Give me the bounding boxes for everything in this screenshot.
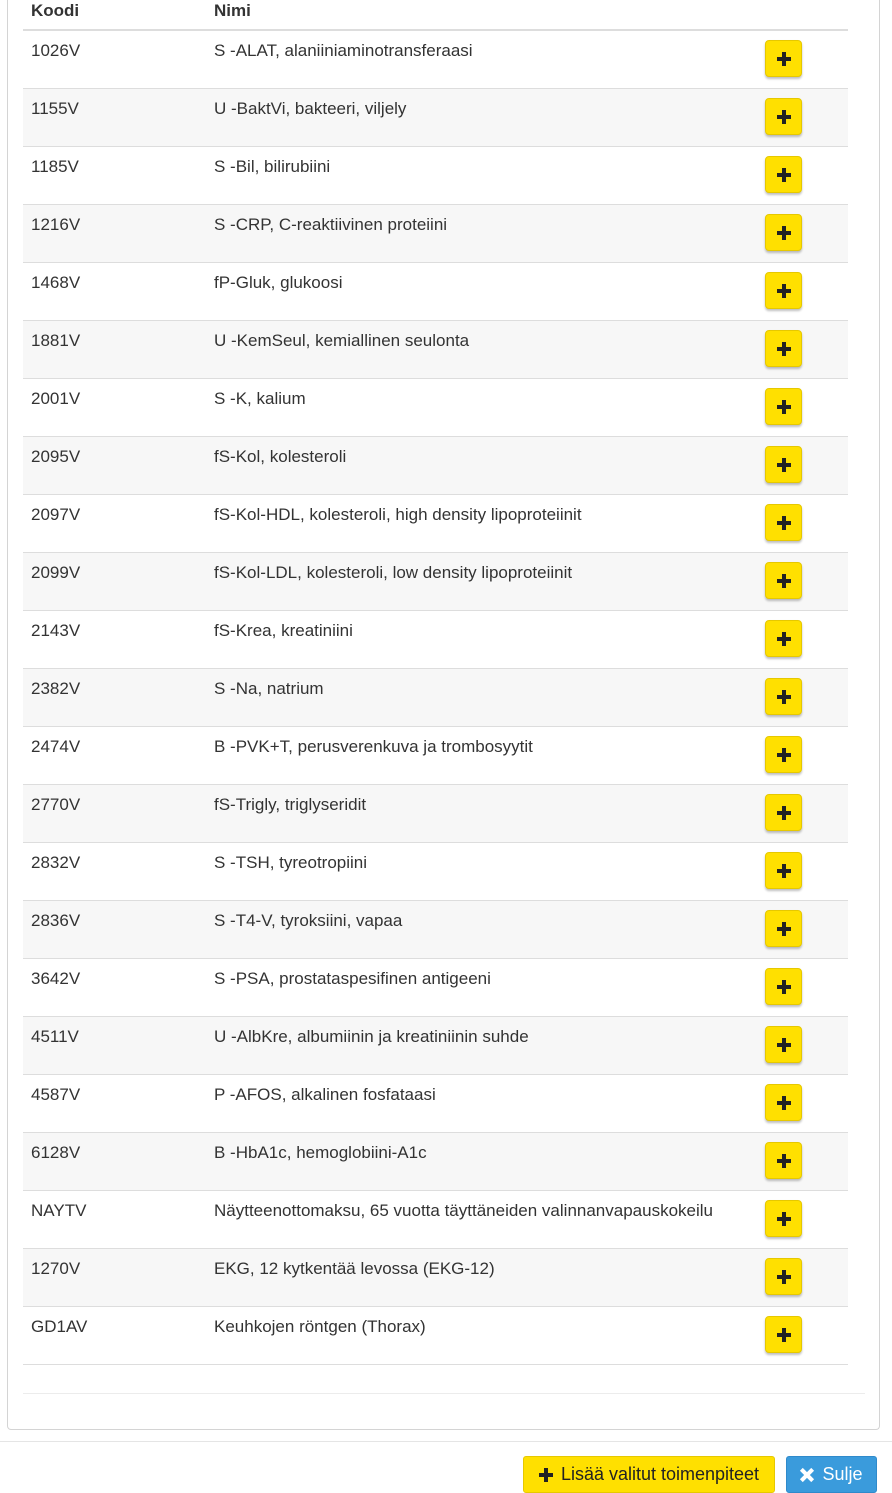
add-procedure-button[interactable] [765,1142,802,1179]
plus-icon [777,632,791,646]
add-procedure-button[interactable] [765,214,802,251]
procedure-name: S -PSA, prostataspesifinen antigeeni [214,969,491,988]
table-row [23,147,848,205]
plus-icon [777,922,791,936]
procedure-name: S -ALAT, alaniiniaminotransferaasi [214,41,473,60]
procedure-code: 1468V [31,273,81,292]
procedure-code: 2382V [31,679,81,698]
add-procedure-button[interactable] [765,678,802,715]
plus-icon [777,980,791,994]
add-selected-procedures-button[interactable] [523,1456,775,1493]
procedure-name: S -CRP, C-reaktiivinen proteiini [214,215,448,234]
add-procedure-button[interactable] [765,1026,802,1063]
procedure-code: 1185V [31,157,79,176]
add-procedure-button[interactable] [765,794,802,831]
plus-icon [777,110,791,124]
procedure-code: 4511V [31,1027,79,1046]
procedure-name: fS-Trigly, triglyseridit [214,795,367,814]
procedure-code: 1270V [31,1259,81,1278]
table-row [23,263,848,321]
procedure-name: fS-Kol, kolesteroli [214,447,347,466]
procedure-code: 2095V [31,447,81,466]
panel-divider [23,1393,865,1394]
procedure-name: S -T4-V, tyroksiini, vapaa [214,911,403,930]
plus-icon [777,1270,791,1284]
procedure-code: 2097V [31,505,81,524]
add-procedure-button[interactable] [765,1316,802,1353]
add-procedure-button[interactable] [765,968,802,1005]
procedure-code: 1026V [31,41,81,60]
procedure-name: Keuhkojen röntgen (Thorax) [214,1317,426,1336]
column-header-code: Koodi [31,1,80,20]
procedure-code: 2001V [31,389,81,408]
table-row [23,1191,848,1249]
add-procedure-button[interactable] [765,388,802,425]
procedure-name: EKG, 12 kytkentää levossa (EKG-12) [214,1259,495,1278]
table-row [23,1307,848,1365]
procedure-code: 3642V [31,969,81,988]
table-header [23,0,848,31]
plus-icon [777,1038,791,1052]
procedure-code: NAYTV [31,1201,87,1220]
add-procedure-button[interactable] [765,736,802,773]
procedure-name: fS-Kol-HDL, kolesteroli, high density lipoproteiinit [214,505,582,524]
procedure-name: fS-Krea, kreatiniini [214,621,353,640]
procedure-name: U -BaktVi, bakteeri, viljely [214,99,407,118]
procedure-name: fS-Kol-LDL, kolesteroli, low density lipoproteiinit [214,563,573,582]
add-procedure-button[interactable] [765,40,802,77]
procedure-code: 2474V [31,737,81,756]
procedure-name: fP-Gluk, glukoosi [214,273,343,292]
procedure-name: Näytteenottomaksu, 65 vuotta täyttäneiden valinnanvapauskokeilu [214,1201,713,1220]
table-row [23,611,848,669]
plus-icon [777,52,791,66]
procedure-name: S -K, kalium [214,389,306,408]
plus-icon [777,1154,791,1168]
table-row [23,321,848,379]
table-row [23,727,848,785]
add-procedure-button[interactable] [765,562,802,599]
add-selected-procedures-label: Lisää valitut toimenpiteet [560,1464,760,1484]
table-row [23,1075,848,1133]
procedure-name: U -KemSeul, kemiallinen seulonta [214,331,470,350]
procedure-name: S -Na, natrium [214,679,324,698]
procedure-code: 1216V [31,215,81,234]
procedure-name: U -AlbKre, albumiinin ja kreatiniinin suhde [214,1027,529,1046]
plus-icon [777,806,791,820]
add-procedure-button[interactable] [765,1258,802,1295]
table-row [23,843,848,901]
plus-icon [777,400,791,414]
add-procedure-button[interactable] [765,620,802,657]
procedure-code: 4587V [31,1085,81,1104]
procedure-code: 2832V [31,853,81,872]
procedure-name: S -Bil, bilirubiini [214,157,331,176]
close-icon [800,1468,814,1482]
plus-icon [777,284,791,298]
plus-icon [777,1328,791,1342]
close-label: Sulje [822,1464,863,1484]
table-row [23,495,848,553]
procedure-code: 1881V [31,331,81,350]
add-procedure-button[interactable] [765,852,802,889]
procedure-name: S -TSH, tyreotropiini [214,853,368,872]
table-row [23,669,848,727]
table-row [23,89,848,147]
plus-icon [777,574,791,588]
table-row [23,785,848,843]
add-procedure-button[interactable] [765,504,802,541]
plus-icon [777,458,791,472]
plus-icon [777,748,791,762]
procedure-code: 6128V [31,1143,81,1162]
table-row [23,31,848,89]
add-procedure-button[interactable] [765,330,802,367]
add-procedure-button[interactable] [765,272,802,309]
table-row [23,1017,848,1075]
table-row [23,959,848,1017]
plus-icon [777,1096,791,1110]
procedure-name: B -PVK+T, perusverenkuva ja trombosyytit [214,737,533,756]
procedure-code: 2099V [31,563,81,582]
plus-icon [539,1468,553,1482]
column-header-name: Nimi [214,1,251,20]
table-row [23,553,848,611]
table-row [23,901,848,959]
table-row [23,1249,848,1307]
table-row [23,205,848,263]
plus-icon [777,516,791,530]
procedure-code: 2143V [31,621,81,640]
plus-icon [777,342,791,356]
table-row [23,1133,848,1191]
add-procedure-button[interactable] [765,156,802,193]
table-row [23,379,848,437]
plus-icon [777,1212,791,1226]
procedure-name: B -HbA1c, hemoglobiini-A1c [214,1143,427,1162]
procedure-code: 1155V [31,99,79,118]
procedure-code: 2836V [31,911,81,930]
table-row [23,437,848,495]
plus-icon [777,690,791,704]
plus-icon [777,864,791,878]
add-procedure-button[interactable] [765,1084,802,1121]
add-procedure-button[interactable] [765,910,802,947]
close-button[interactable] [786,1456,877,1493]
procedure-code: 2770V [31,795,81,814]
add-procedure-button[interactable] [765,98,802,135]
procedure-table-body [23,31,848,1365]
plus-icon [777,226,791,240]
plus-icon [777,168,791,182]
add-procedure-button[interactable] [765,1200,802,1237]
add-procedure-button[interactable] [765,446,802,483]
procedure-name: P -AFOS, alkalinen fosfataasi [214,1085,436,1104]
procedure-code: GD1AV [31,1317,88,1336]
footer-divider [0,1441,892,1442]
